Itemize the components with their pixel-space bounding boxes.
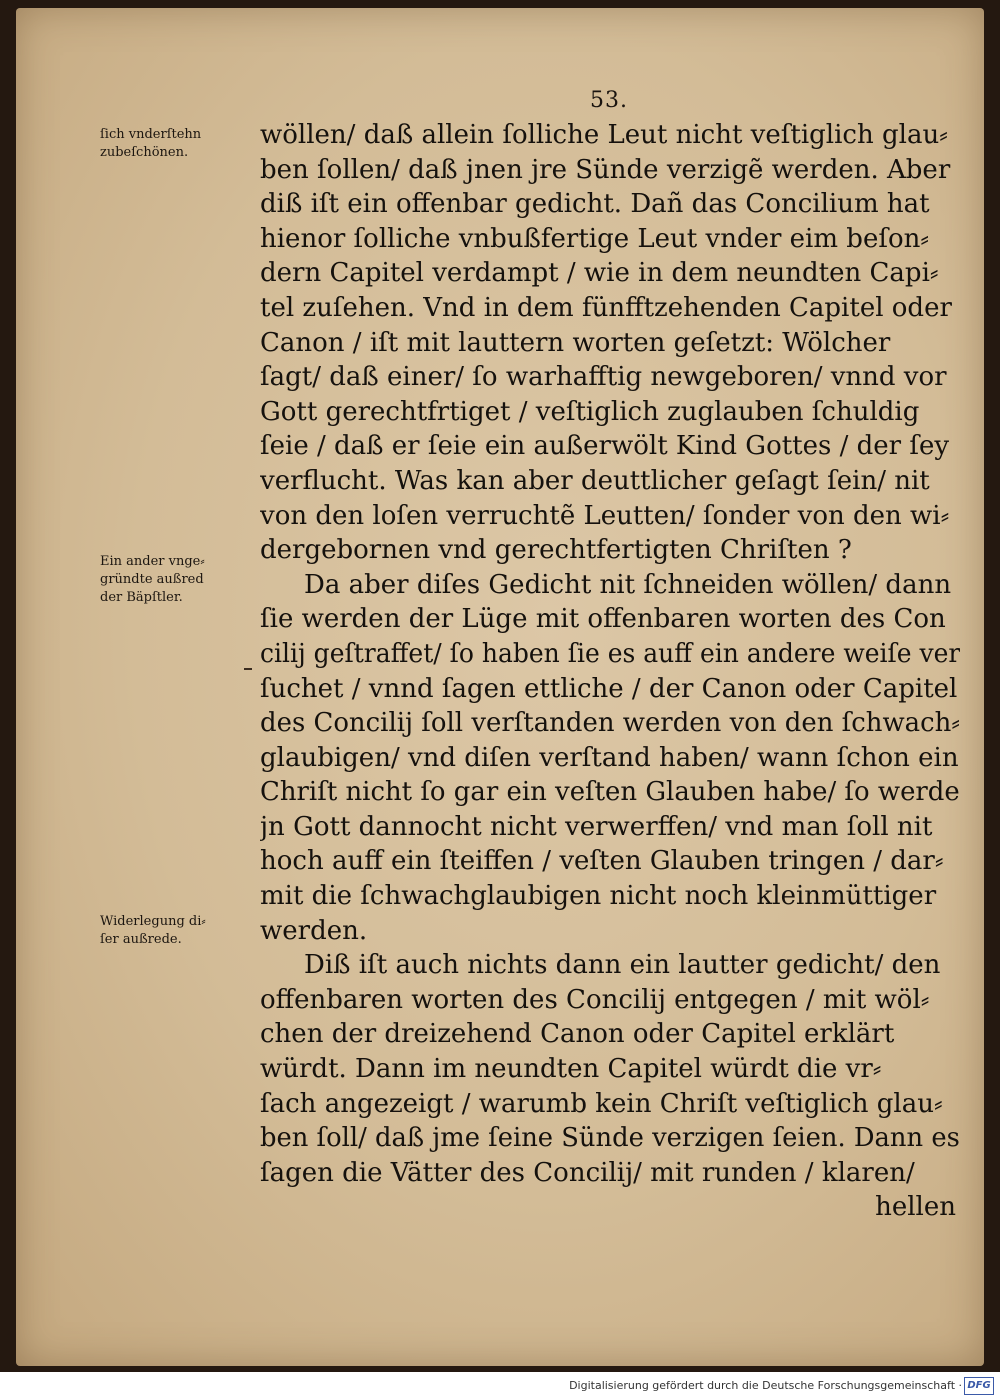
dfg-logo: DFG: [964, 1377, 994, 1395]
margin-note-line: der Bäpſtler.: [100, 590, 183, 605]
text-line: verflucht. Was kan aber deuttlicher geſagt ſein/ nit: [260, 465, 930, 496]
text-line: ſie werden der Lüge mit offenbaren worten des Con: [260, 604, 946, 635]
text-line: jn Gott dannocht nicht verwerffen/ vnd man ſoll nit: [260, 811, 933, 842]
text-line: ſagt/ daß einer/ ſo warhafftig newgeboren/ vnnd vor: [260, 362, 947, 393]
book-page: [16, 8, 984, 1366]
text-line: mit die ſchwachglaubigen nicht noch kleinmüttiger: [260, 881, 937, 912]
margin-note-line: Widerlegung di⸗: [100, 914, 206, 929]
text-line: glaubigen/ vnd diſen verſtand haben/ wann ſchon ein: [260, 742, 959, 773]
text-line: dergebornen vnd gerechtfertigten Chriſten ?: [260, 535, 852, 566]
margin-note-line: ſich vnderſtehn: [100, 127, 202, 142]
text-line: Gott gerechtfrtiget / veſtiglich zuglauben ſchuldig: [260, 396, 920, 427]
margin-note-3: [100, 913, 260, 949]
text-line: Diß iſt auch nichts dann ein lautter gedicht/ den: [304, 950, 941, 981]
text-line: von den loſen verruchtẽ Leutten/ ſonder von den wi⸗: [260, 500, 950, 531]
text-line: Da aber diſes Gedicht nit ſchneiden wöllen/ dann: [304, 569, 952, 600]
margin-note-line: zubeſchönen.: [100, 145, 189, 160]
text-line: des Concilij ſoll verſtanden werden von den ſchwach⸗: [260, 708, 960, 739]
margin-note-1: [100, 126, 260, 162]
text-line: Canon / iſt mit lauttern worten geſetzt: Wölcher: [260, 327, 891, 358]
text-line: werden.: [260, 915, 368, 946]
text-line: hoch auff ein ſteiffen / veſten Glauben tringen / dar⸗: [260, 846, 944, 877]
footer-bar: [0, 1372, 1000, 1400]
text-line: hienor ſolliche vnbußfertige Leut vnder eim beſon⸗: [260, 223, 930, 254]
text-line: dern Capitel verdampt / wie in dem neundten Capi⸗: [260, 258, 939, 289]
text-line: Chriſt nicht ſo gar ein veſten Glauben habe/ ſo werde: [260, 777, 960, 808]
text-line: ſeie / daß er ſeie ein außerwölt Kind Gottes / der ſey: [260, 431, 950, 462]
text-line: ſach angezeigt / warumb kein Chriſt veſtiglich glau⸗: [260, 1088, 943, 1119]
text-line: ben ſollen/ daß jnen jre Sünde verzigẽ werden. Aber: [260, 154, 951, 185]
main-text-block: [260, 118, 960, 1225]
text-line: tel zuſehen. Vnd in dem fünfftzehenden Capitel oder: [260, 292, 952, 323]
margin-note-2: [100, 553, 260, 607]
text-line: ſuchet / vnnd ſagen ettliche / der Canon oder Capitel: [260, 673, 958, 704]
catchword: hellen: [875, 1192, 956, 1223]
footer-credit-text: Digitalisierung gefördert durch die Deutsche Forschungsgemeinschaft ·: [569, 1379, 962, 1392]
text-line: ſagen die Vätter des Concilij/ mit runden / klaren/: [260, 1157, 915, 1188]
margin-dash-mark: [244, 668, 252, 670]
text-line: offenbaren worten des Concilij entgegen / mit wöl⸗: [260, 984, 930, 1015]
text-line: wöllen/ daß allein ſolliche Leut nicht veſtiglich glau⸗: [260, 120, 948, 150]
margin-note-line: gründte außred: [100, 572, 204, 587]
page-number: 53.: [590, 88, 628, 113]
margin-note-line: ſer außrede.: [100, 932, 182, 947]
text-line: cilij geſtraffet/ ſo haben ſie es auff ein andere weiſe ver: [260, 638, 960, 669]
text-line: würdt. Dann im neundten Capitel würdt die vr⸗: [260, 1054, 882, 1085]
text-line: chen der dreizehend Canon oder Capitel erklärt: [260, 1019, 895, 1050]
text-line: diß iſt ein offenbar gedicht. Dañ das Concilium hat: [260, 189, 930, 220]
margin-note-line: Ein ander vnge⸗: [100, 554, 205, 569]
text-line: ben ſoll/ daß jme ſeine Sünde verzigen ſeien. Dann es: [260, 1123, 960, 1154]
